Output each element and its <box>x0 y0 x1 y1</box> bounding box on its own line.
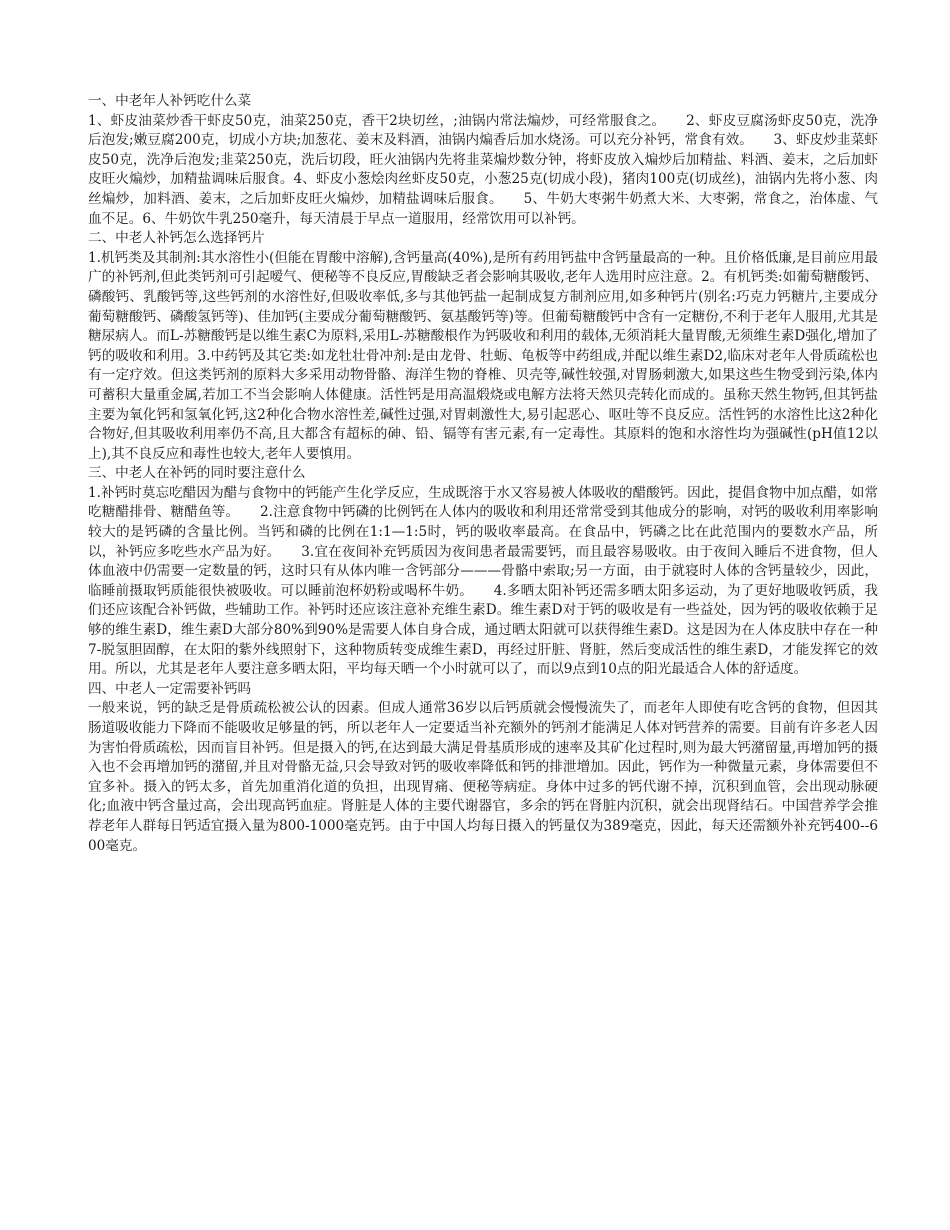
document-page <box>88 92 878 856</box>
section-3-heading: 三、中老人在补钙的同时要注意什么 <box>88 465 306 482</box>
section-4-heading: 四、中老人一定需要补钙吗 <box>88 680 252 697</box>
section-1-body: 1、虾皮油菜炒香干虾皮50克，油菜250克，香干2块切丝，;油锅内常法煸炒，可经常服食之。 2、虾皮豆腐汤虾皮50克，洗净后泡发;嫩豆腐200克，切成小方块;加葱花、姜末及料酒，油锅内煸香后加水烧汤。可以充分补钙，常食有效。 3、虾皮炒韭菜虾皮50克，洗净后泡发;韭菜250克，洗后切段，旺火油锅内先将韭菜煸炒数分钟，将虾皮放入煸炒后加精盐、料酒、姜末，之后加虾皮旺火煸炒，加精盐调味后服食。4、虾皮小葱烩肉丝虾皮50克，小葱25克(切成小段)，猪肉100克(切成丝)，油锅内先将小葱、肉丝煸炒，加料酒、姜末，之后加虾皮旺火煸炒，加精盐调味后服食。 5、牛奶大枣粥牛奶煮大米、大枣粥，常食之，治体虚、气血不足。6、牛奶饮牛乳250毫升，每天清晨于早点一道服用，经常饮用可以补钙。 <box>88 112 878 227</box>
section-3-body: 1.补钙时莫忘吃醋因为醋与食物中的钙能产生化学反应，生成既溶于水又容易被人体吸收的醋酸钙。因此，提倡食物中加点醋，如常吃糖醋排骨、糖醋鱼等。 2.注意食物中钙磷的比例钙在人体内的吸收和利用还常常受到其他成分的影响，对钙的吸收利用率影响较大的是钙磷的含量比例。当钙和磷的比例在1:1—1:5时，钙的吸收率最高。在食品中，钙磷之比在此范围内的要数水产品，所以，补钙应多吃些水产品为好。 3.宜在夜间补充钙质因为夜间患者最需要钙，而且最容易吸收。由于夜间入睡后不进食物，但人体血液中仍需要一定数量的钙，这时只有从体内唯一含钙部分———骨骼中索取;另一方面，由于就寝时人体的含钙量较少，因此，临睡前摄取钙质能很快被吸收。可以睡前泡杯奶粉或喝杯牛奶。 4.多晒太阳补钙还需多晒太阳多运动，为了更好地吸收钙质，我们还应该配合补钙做，些辅助工作。补钙时还应该注意补充维生素D。维生素D对于钙的吸收是有一些益处，因为钙的吸收依赖于足够的维生素D，维生素D大部分80%到90%是需要人体自身合成，通过晒太阳就可以获得维生素D。这是因为在人体皮肤中存在一种7-脱氢胆固醇，在太阳的紫外线照射下，这种物质转变成维生素D，再经过肝脏、肾脏，然后变成活性的维生素D，才能发挥它的效用。所以，尤其是老年人要注意多晒太阳，平均每天晒一个小时就可以了，而以9点到10点的阳光最适合人体的舒适度。 <box>88 484 878 678</box>
section-1-heading: 一、中老年人补钙吃什么菜 <box>88 93 252 109</box>
section-2-heading: 二、中老人补钙怎么选择钙片 <box>88 230 265 247</box>
section-4-body: 一般来说，钙的缺乏是骨质疏松被公认的因素。但成人通常36岁以后钙质就会慢慢流失了，而老年人即使有吃含钙的食物，但因其肠道吸收能力下降而不能吸收足够量的钙，所以老年人一定要适当补充额外的钙剂才能满足人体对钙营养的需要。目前有许多老人因为害怕骨质疏松，因而盲目补钙。但是摄入的钙,在达到最大满足骨基质形成的速率及其矿化过程时,则为最大钙潴留量,再增加钙的摄入也不会再增加钙的潴留,并且对骨骼无益,只会导致对钙的吸收率降低和钙的排泄增加。因此，钙作为一种微量元素，身体需要但不宜多补。摄入的钙太多，首先加重消化道的负担，出现胃痛、便秘等病症。身体中过多的钙代谢不掉，沉积到血管，会出现动脉硬化;血液中钙含量过高，会出现高钙血症。肾脏是人体的主要代谢器官，多余的钙在肾脏内沉积，就会出现肾结石。中国营养学会推荐老年人群每日钙适宜摄入量为800-1000毫克钙。由于中国人均每日摄入的钙量仅为389毫克，因此，每天还需额外补充钙400--600毫克。 <box>88 700 878 854</box>
section-2-body: 1.机钙类及其制剂:其水溶性小(但能在胃酸中溶解),含钙量高(40%),是所有药用钙盐中含钙量最高的一种。且价格低廉,是目前应用最广的补钙剂,但此类钙剂可引起嗳气、便秘等不良反应,胃酸缺乏者会影响其吸收,老年人选用时应注意。2。有机钙类:如葡萄糖酸钙、磷酸钙、乳酸钙等,这些钙剂的水溶性好,但吸收率低,多与其他钙盐一起制成复方制剂应用,如多种钙片(别名:巧克力钙糖片,主要成分葡萄糖酸钙、磷酸氢钙等)、佳加钙(主要成分葡萄糖酸钙、氨基酸钙等)等。但葡萄糖酸钙中含有一定糖份,不利于老年人服用,尤其是糖尿病人。而L-苏糖酸钙是以维生素C为原料,采用L-苏糖酸根作为钙吸收和利用的载体,无须消耗大量胃酸,无须维生素D强化,增加了钙的吸收和利用。3.中药钙及其它类:如龙牡壮骨冲剂:是由龙骨、牡蛎、龟板等中药组成,并配以维生素D2,临床对老年人骨质疏松也有一定疗效。但这类钙剂的原料大多采用动物骨骼、海洋生物的脊椎、贝壳等,碱性较强,对胃肠刺激大,如果这些生物受到污染,体内可蓄积大量重金属,若加工不当会影响人体健康。活性钙是用高温煅烧或电解方法将天然贝壳转化而成的。虽称天然生物钙,但其钙盐主要为氧化钙和氢氧化钙,这2种化合物水溶性差,碱性过强,对胃刺激性大,易引起恶心、呕吐等不良反应。活性钙的水溶性比这2种化合物好,但其吸收利用率仍不高,且大都含有超标的砷、铅、镉等有害元素,有一定毒性。其原料的饱和水溶性均为强碱性(pH值12以上),其不良反应和毒性也较大,老年人要慎用。 <box>88 249 878 462</box>
